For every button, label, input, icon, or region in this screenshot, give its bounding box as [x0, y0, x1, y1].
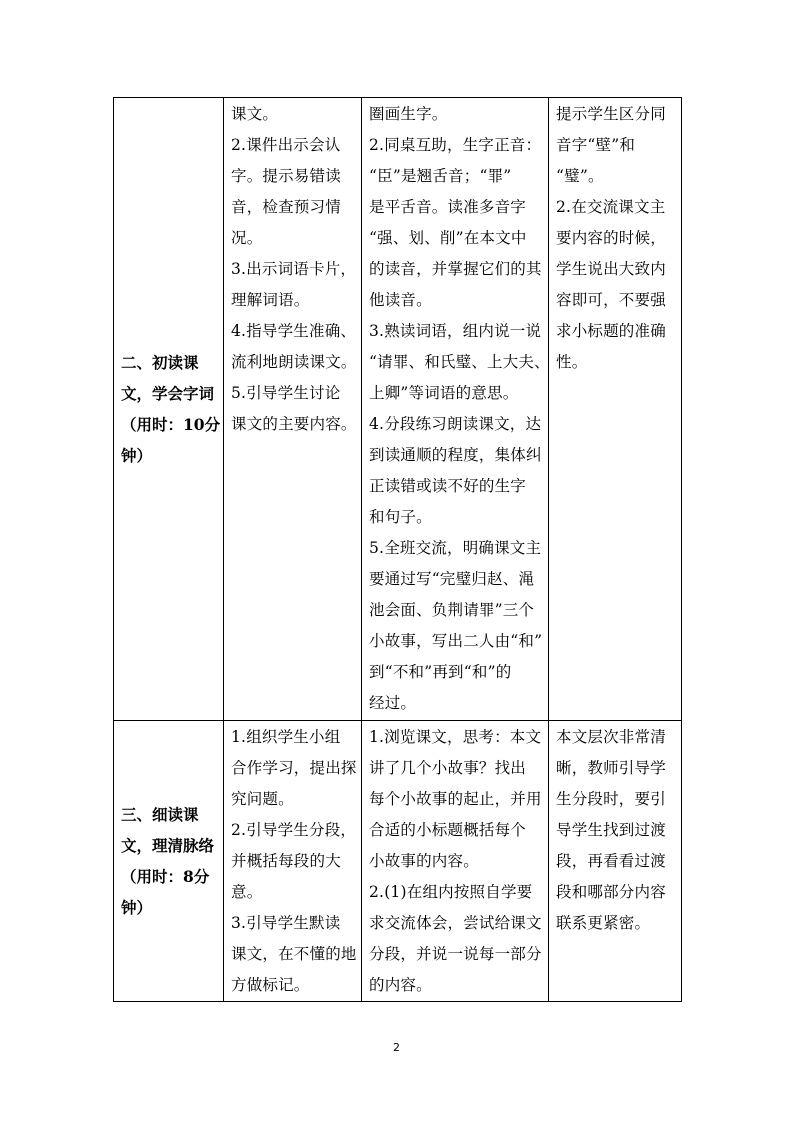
text-line: 2.(1)在组内按照自学要 [369, 883, 533, 901]
text-line: 要内容的时候， [556, 229, 666, 247]
text-line: “请罪、和氏璧、上大夫、 [369, 353, 550, 371]
text-line: 段，再看看过渡 [556, 852, 666, 870]
design-notes-cell [549, 721, 682, 1002]
text-line: 音字“壁”和 [556, 136, 636, 154]
text-line: 是平舌音。读准多音字 [369, 198, 527, 216]
design-notes-cell [549, 98, 682, 721]
lesson-plan-table [113, 97, 682, 1002]
text-line: 1.组织学生小组 [231, 728, 341, 746]
text-line: 要通过写“完璧归赵、渑 [369, 570, 535, 588]
text-line: 性。 [556, 353, 588, 371]
text-line: 小故事，写出二人由“和” [369, 632, 543, 650]
text-line: 5.引导学生讨论 [231, 384, 341, 402]
text-line: 流利地朗读课文。 [231, 353, 357, 371]
stage-label-line: 三、细读课 [121, 805, 199, 824]
text-line: 讲了几个小故事？找出 [369, 759, 527, 777]
text-line: 并概括每段的大 [231, 852, 341, 870]
text-line: 意。 [231, 883, 263, 901]
text-line: “臣”是翘舌音；“罪” [369, 167, 512, 185]
text-line: 容即可，不要强 [556, 291, 666, 309]
text-line: 的读音，并掌握它们的其 [369, 260, 542, 278]
page-number: 2 [393, 1041, 400, 1054]
text-line: “璧”。 [556, 167, 604, 185]
text-line: 他读音。 [369, 291, 432, 309]
text-line: 正读错或读不好的生字 [369, 477, 527, 495]
text-line: 池会面、负荆请罪”三个 [369, 601, 535, 619]
teacher-activity-cell [224, 98, 362, 721]
table-row [114, 98, 682, 721]
text-line: 3.熟读词语，组内说一说 [369, 322, 542, 340]
stage-label-line: 钟） [121, 898, 153, 917]
text-line: 圈画生字。 [369, 105, 448, 123]
text-line: 的内容。 [369, 976, 432, 994]
text-line: 每个小故事的起止，并用 [369, 790, 542, 808]
text-line: 5.全班交流，明确课文主 [369, 539, 542, 557]
text-line: 导学生找到过渡 [556, 821, 666, 839]
text-line: 段和哪部分内容 [556, 883, 666, 901]
text-line: 2.引导学生分段， [231, 821, 357, 839]
text-line: 2.课件出示会认 [231, 136, 341, 154]
text-line: 4.分段练习朗读课文，达 [369, 415, 542, 433]
stage-label-line: （用时：8分 [121, 867, 210, 886]
text-line: 合适的小标题概括每个 [369, 821, 527, 839]
text-line: 提示学生区分同 [556, 105, 666, 123]
text-line: 到读通顺的程度，集体纠 [369, 446, 542, 464]
text-line: 3.引导学生默读 [231, 914, 341, 932]
stage-label-line: 文，学会字词 [121, 384, 215, 403]
student-activity-cell [362, 98, 549, 721]
text-line: 课文。 [231, 105, 279, 123]
text-line: 况。 [231, 229, 263, 247]
text-line: 方做标记。 [231, 976, 310, 994]
text-line: 生分段时，要引 [556, 790, 666, 808]
stage-label-line: 钟） [121, 446, 153, 465]
text-line: 3.出示词语卡片， [231, 260, 357, 278]
text-line: 4.指导学生准确、 [231, 322, 357, 340]
text-line: 2.同桌互助，生字正音： [369, 136, 542, 154]
stage-label-cell [114, 98, 224, 721]
text-line: 和句子。 [369, 508, 432, 526]
text-line: 上卿”等词语的意思。 [369, 384, 519, 402]
teacher-activity-cell [224, 721, 362, 1002]
text-line: 学生说出大致内 [556, 260, 666, 278]
student-activity-cell [362, 721, 549, 1002]
text-line: 课文，在不懂的地 [231, 945, 357, 963]
text-line: 1.浏览课文，思考：本文 [369, 728, 542, 746]
text-line: 理解词语。 [231, 291, 310, 309]
text-line: 联系更紧密。 [556, 914, 651, 932]
table-row [114, 721, 682, 1002]
text-line: 到“不和”再到“和”的 [369, 663, 512, 681]
text-line: 分段，并说一说每一部分 [369, 945, 542, 963]
text-line: 合作学习，提出探 [231, 759, 357, 777]
text-line: 音，检查预习情 [231, 198, 341, 216]
text-line: 求小标题的准确 [556, 322, 666, 340]
stage-label-cell [114, 721, 224, 1002]
text-line: 晰，教师引导学 [556, 759, 666, 777]
text-line: 本文层次非常清 [556, 728, 666, 746]
text-line: 2.在交流课文主 [556, 198, 666, 216]
text-line: 字。提示易错读 [231, 167, 341, 185]
stage-label-line: （用时：10分 [121, 415, 221, 434]
text-line: 求交流体会，尝试给课文 [369, 914, 542, 932]
text-line: “强、划、削”在本文中 [369, 229, 527, 247]
text-line: 经过。 [369, 694, 417, 712]
text-line: 小故事的内容。 [369, 852, 479, 870]
stage-label-line: 二、初读课 [121, 353, 199, 372]
stage-label-line: 文，理清脉络 [121, 836, 215, 855]
text-line: 课文的主要内容。 [231, 415, 357, 433]
text-line: 究问题。 [231, 790, 294, 808]
